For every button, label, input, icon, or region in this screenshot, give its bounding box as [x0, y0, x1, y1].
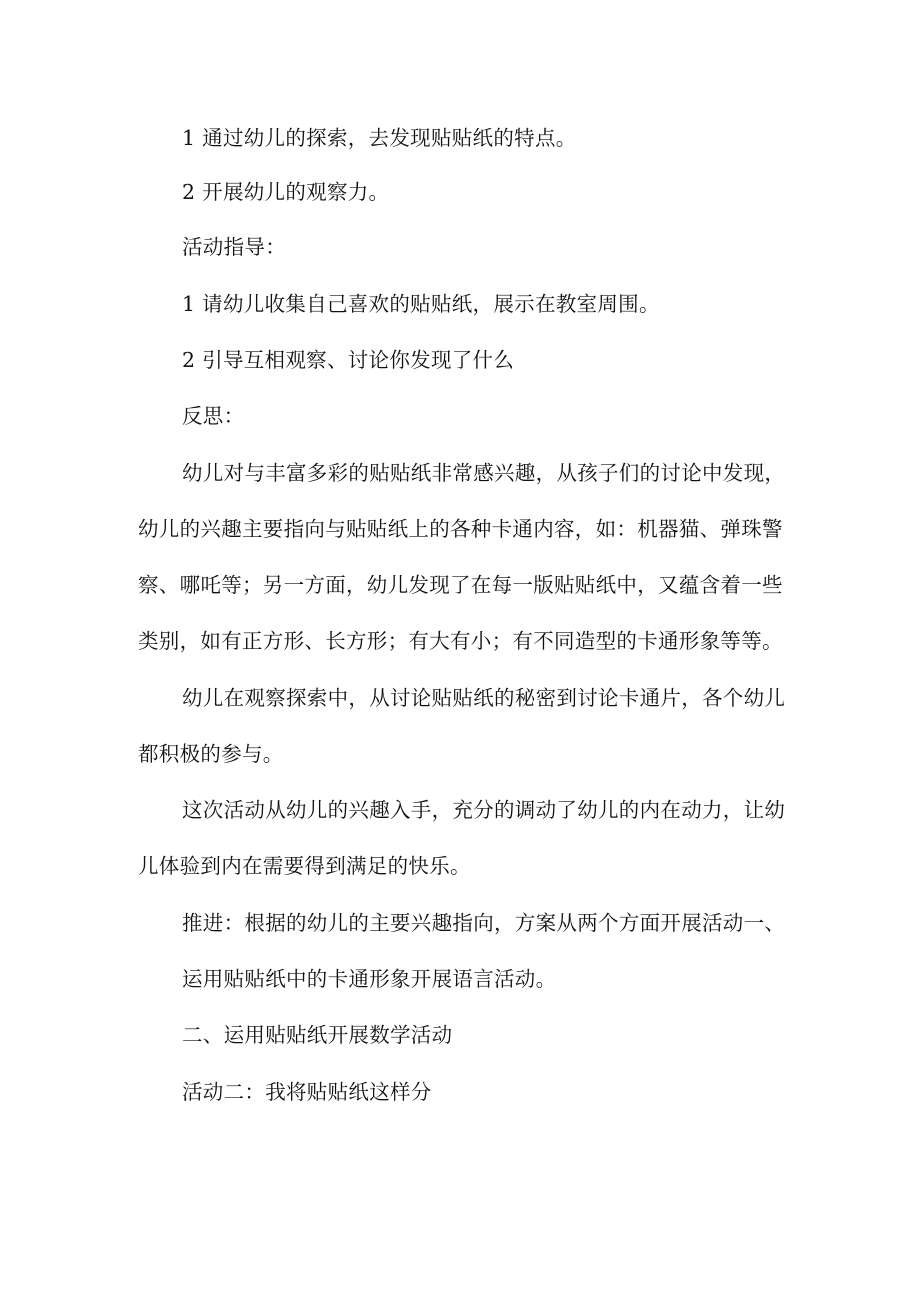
paragraph-line: 幼儿对与丰富多彩的贴贴纸非常感兴趣，从孩子们的讨论中发现，: [182, 461, 786, 485]
paragraph-line: 1 通过幼儿的探索，去发现贴贴纸的特点。: [182, 126, 577, 150]
paragraph-line: 幼儿在观察探索中，从讨论贴贴纸的秘密到讨论卡通片，各个幼儿: [182, 686, 786, 710]
paragraph-line: 推进：根据的幼儿的主要兴趣指向，方案从两个方面开展活动一、: [182, 911, 786, 935]
paragraph-line: 幼儿的兴趣主要指向与贴贴纸上的各种卡通内容，如：机器猫、弹珠警: [138, 517, 783, 541]
paragraph-line: 1 请幼儿收集自己喜欢的贴贴纸，展示在教室周围。: [182, 292, 660, 316]
section-heading: 二、运用贴贴纸开展数学活动: [182, 1023, 453, 1047]
paragraph-line: 察、哪吒等；另一方面，幼儿发现了在每一版贴贴纸中，又蕴含着一些: [138, 573, 783, 597]
section-heading: 活动二：我将贴贴纸这样分: [182, 1080, 432, 1104]
paragraph-line: 2 开展幼儿的观察力。: [182, 180, 390, 204]
paragraph-line: 运用贴贴纸中的卡通形象开展语言活动。: [182, 967, 557, 991]
paragraph-line: 这次活动从幼儿的兴趣入手，充分的调动了幼儿的内在动力，让幼: [182, 798, 786, 822]
section-heading: 活动指导：: [182, 235, 286, 259]
section-heading: 反思：: [182, 404, 245, 428]
paragraph-line: 2 引导互相观察、讨论你发现了什么: [182, 348, 515, 372]
paragraph-line: 类别，如有正方形、长方形；有大有小；有不同造型的卡通形象等等。: [138, 629, 783, 653]
paragraph-line: 都积极的参与。: [138, 742, 284, 766]
paragraph-line: 儿体验到内在需要得到满足的快乐。: [138, 854, 471, 878]
